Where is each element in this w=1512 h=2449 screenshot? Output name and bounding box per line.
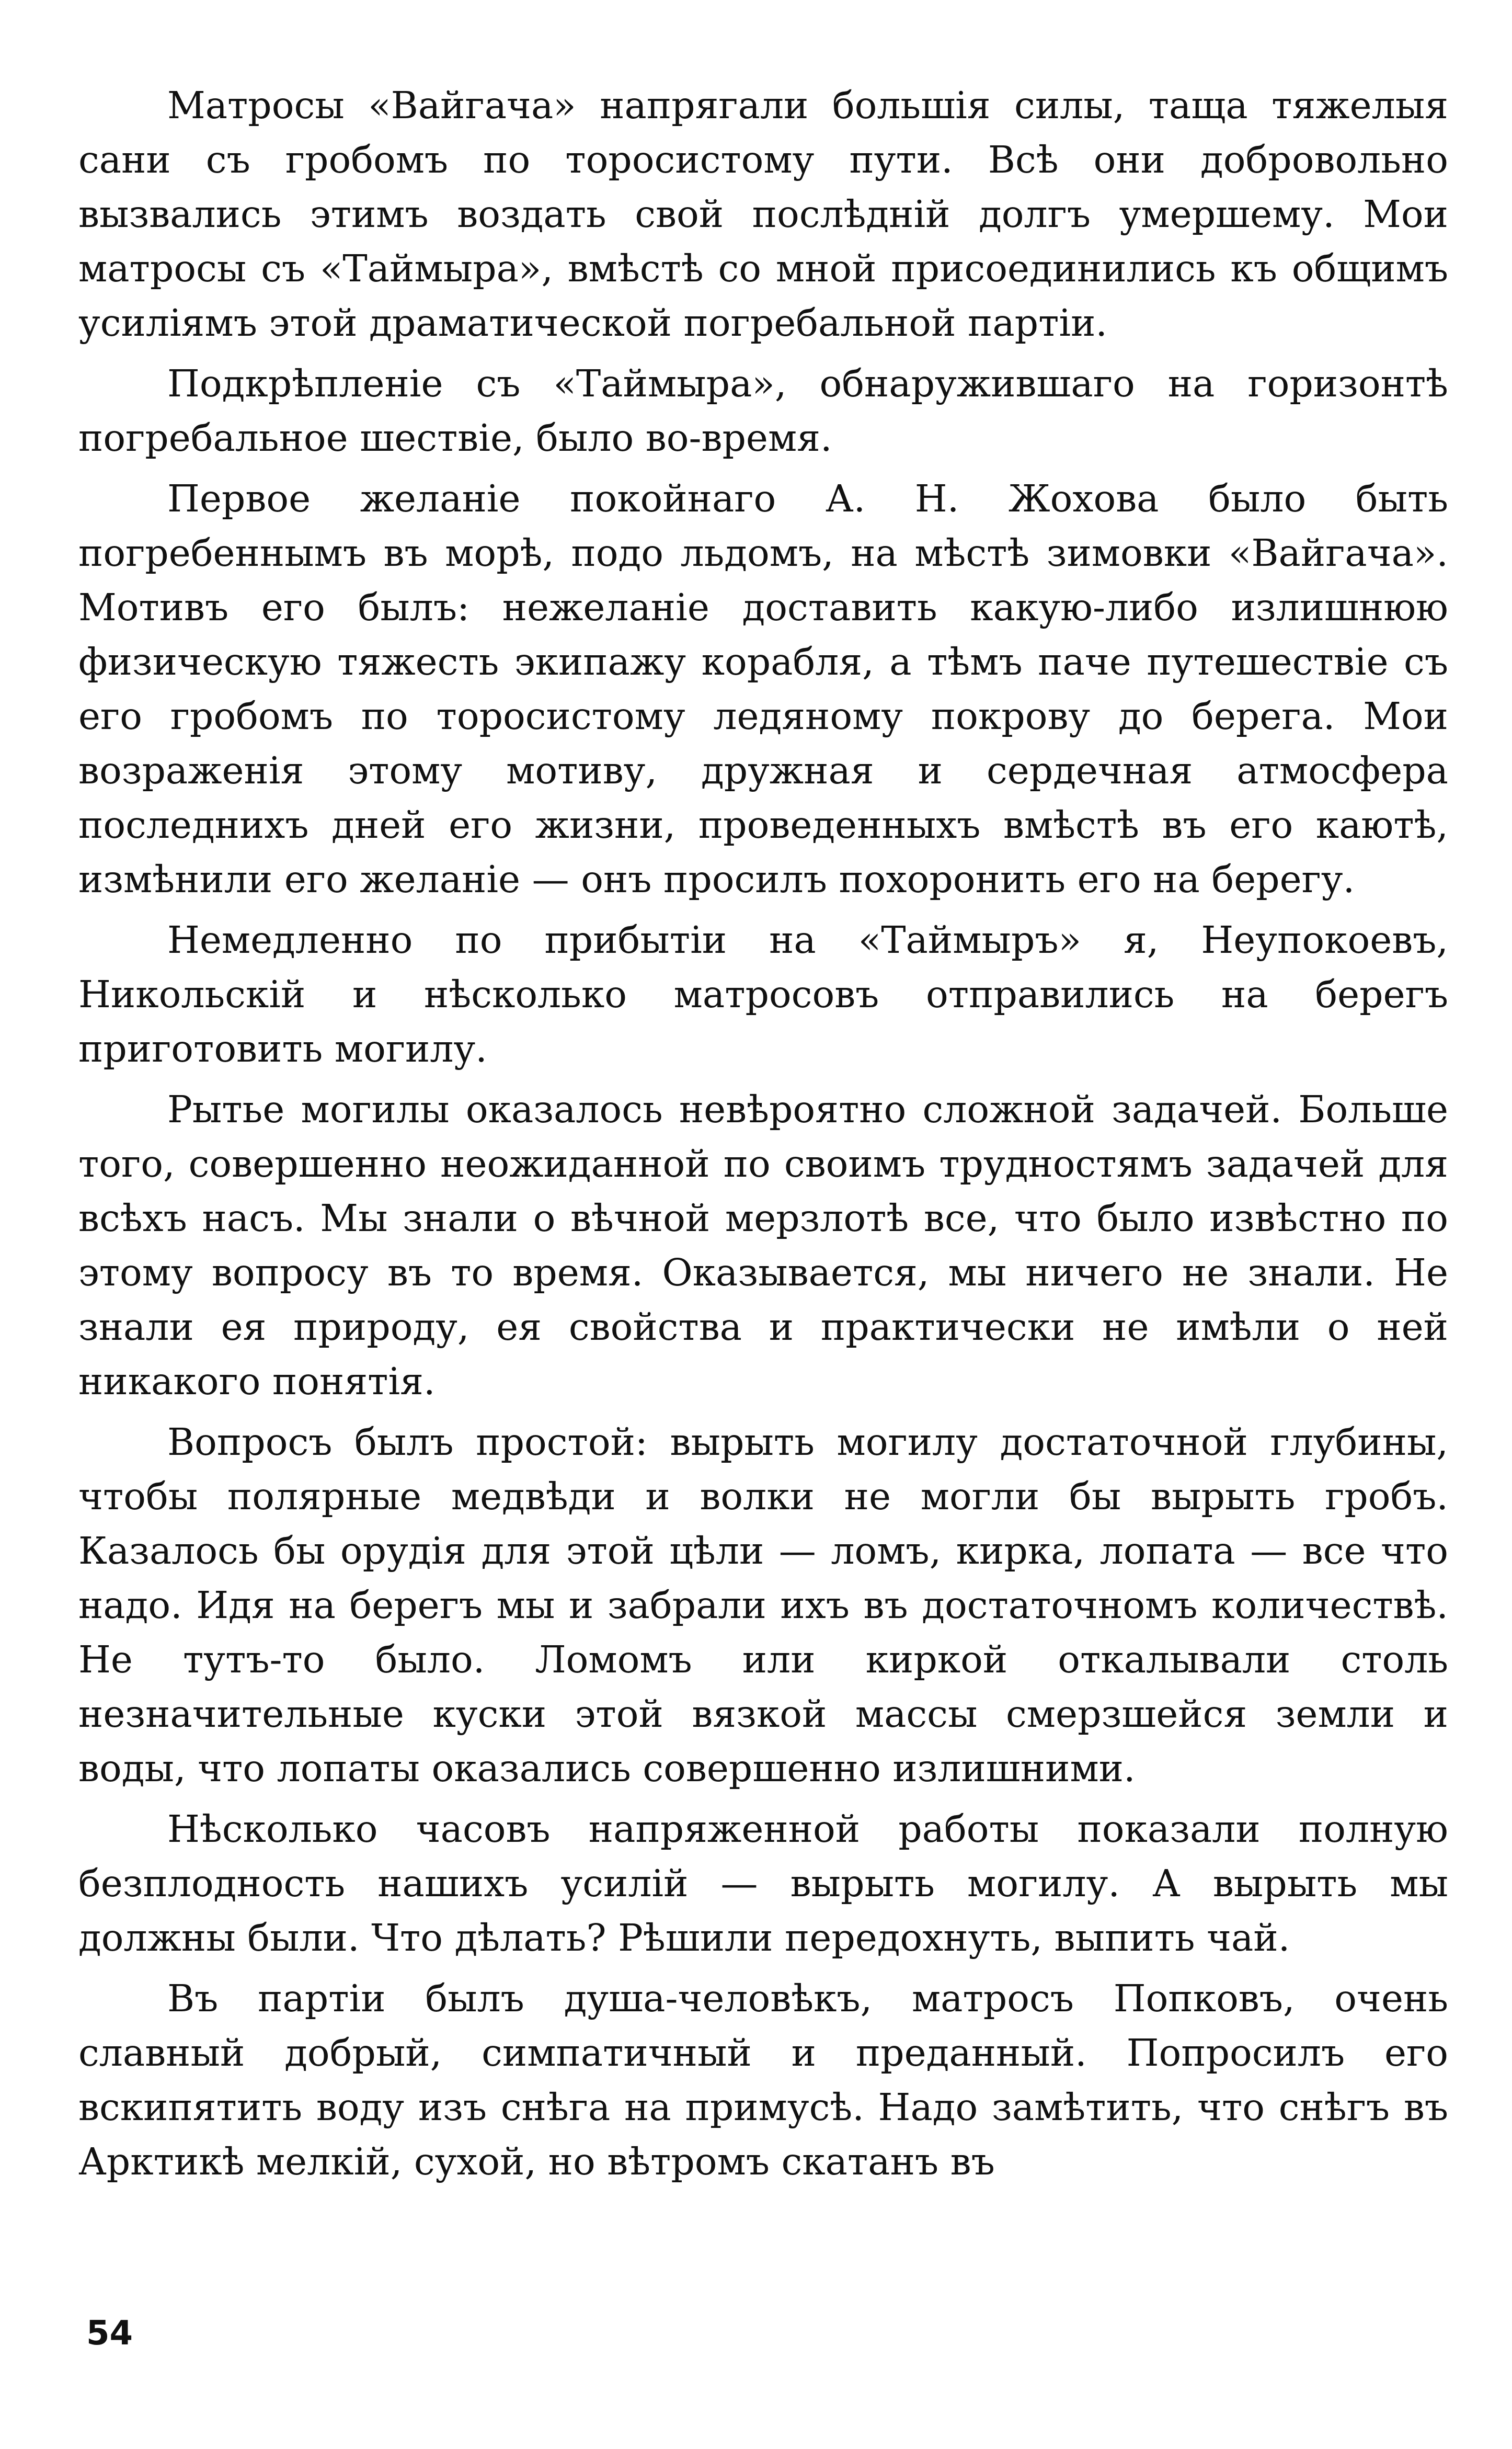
- paragraph-3: Первое желаніе покойнаго А. Н. Жохова было быть погребеннымъ въ морѣ, подо льдомъ, на мѣстѣ зимовки «Вайгача». Мотивъ его былъ: нежеланіе доставить какую-либо излишнюю физическую тяжесть экипажу корабля, а тѣмъ паче путешествіе съ его гробомъ по торосистому ледяному покрову до берега. Мои возраженія этому мотиву, дружная и сердечная атмосфера последнихъ дней его жизни, проведенныхъ вмѣстѣ въ его каютѣ, измѣнили его желаніе — онъ просилъ похоронить его на берегу.: [78, 477, 1448, 901]
- paragraph-6: Вопросъ былъ простой: вырыть могилу достаточной глубины, чтобы полярные медвѣди и волки не могли бы вырыть гробъ. Казалось бы орудія для этой цѣли — ломъ, кирка, лопата — все что надо. Идя на берегъ мы и забрали ихъ въ достаточномъ количествѣ. Не тутъ-то было. Ломомъ или киркой откалывали столь незначительные куски этой вязкой массы смерзшейся земли и воды, что лопаты оказались совершенно излишними.: [78, 1420, 1448, 1790]
- document-page: [78, 78, 1448, 2195]
- paragraph-4: Немедленно по прибытіи на «Таймыръ» я, Неупокоевъ, Никольскій и нѣсколько матросовъ отправились на берегъ приготовить могилу.: [78, 918, 1448, 1070]
- paragraph-8: Въ партіи былъ душа-человѣкъ, матросъ Попковъ, очень славный добрый, симпатичный и преданный. Попросилъ его вскипятить воду изъ снѣга на примусѣ. Надо замѣтить, что снѣгъ въ Арктикѣ мелкій, сухой, но вѣтромъ скатанъ въ: [78, 1977, 1448, 2183]
- paragraph-1: Матросы «Вайгача» напрягали большія силы, таща тяжелыя сани съ гробомъ по торосистому пути. Всѣ они добровольно вызвались этимъ воздать свой послѣдній долгъ умершему. Мои матросы съ «Таймыра», вмѣстѣ со мной присоединились къ общимъ усиліямъ этой драматической погребальной партіи.: [78, 84, 1448, 345]
- paragraph-5: Рытье могилы оказалось невѣроятно сложной задачей. Больше того, совершенно неожиданной по своимъ трудностямъ задачей для всѣхъ насъ. Мы знали о вѣчной мерзлотѣ все, что было извѣстно по этому вопросу въ то время. Оказывается, мы ничего не знали. Не знали ея природу, ея свойства и практически не имѣли о ней никакого понятія.: [78, 1088, 1448, 1403]
- paragraph-2: Подкрѣпленіе съ «Таймыра», обнаружившаго на горизонтѣ погребальное шествіе, было во-время.: [78, 362, 1448, 460]
- paragraph-7: Нѣсколько часовъ напряженной работы показали полную безплодность нашихъ усилій — вырыть могилу. А вырыть мы должны были. Что дѣлать? Рѣшили передохнуть, выпить чай.: [78, 1807, 1448, 1960]
- page-number: 54: [86, 2314, 133, 2353]
